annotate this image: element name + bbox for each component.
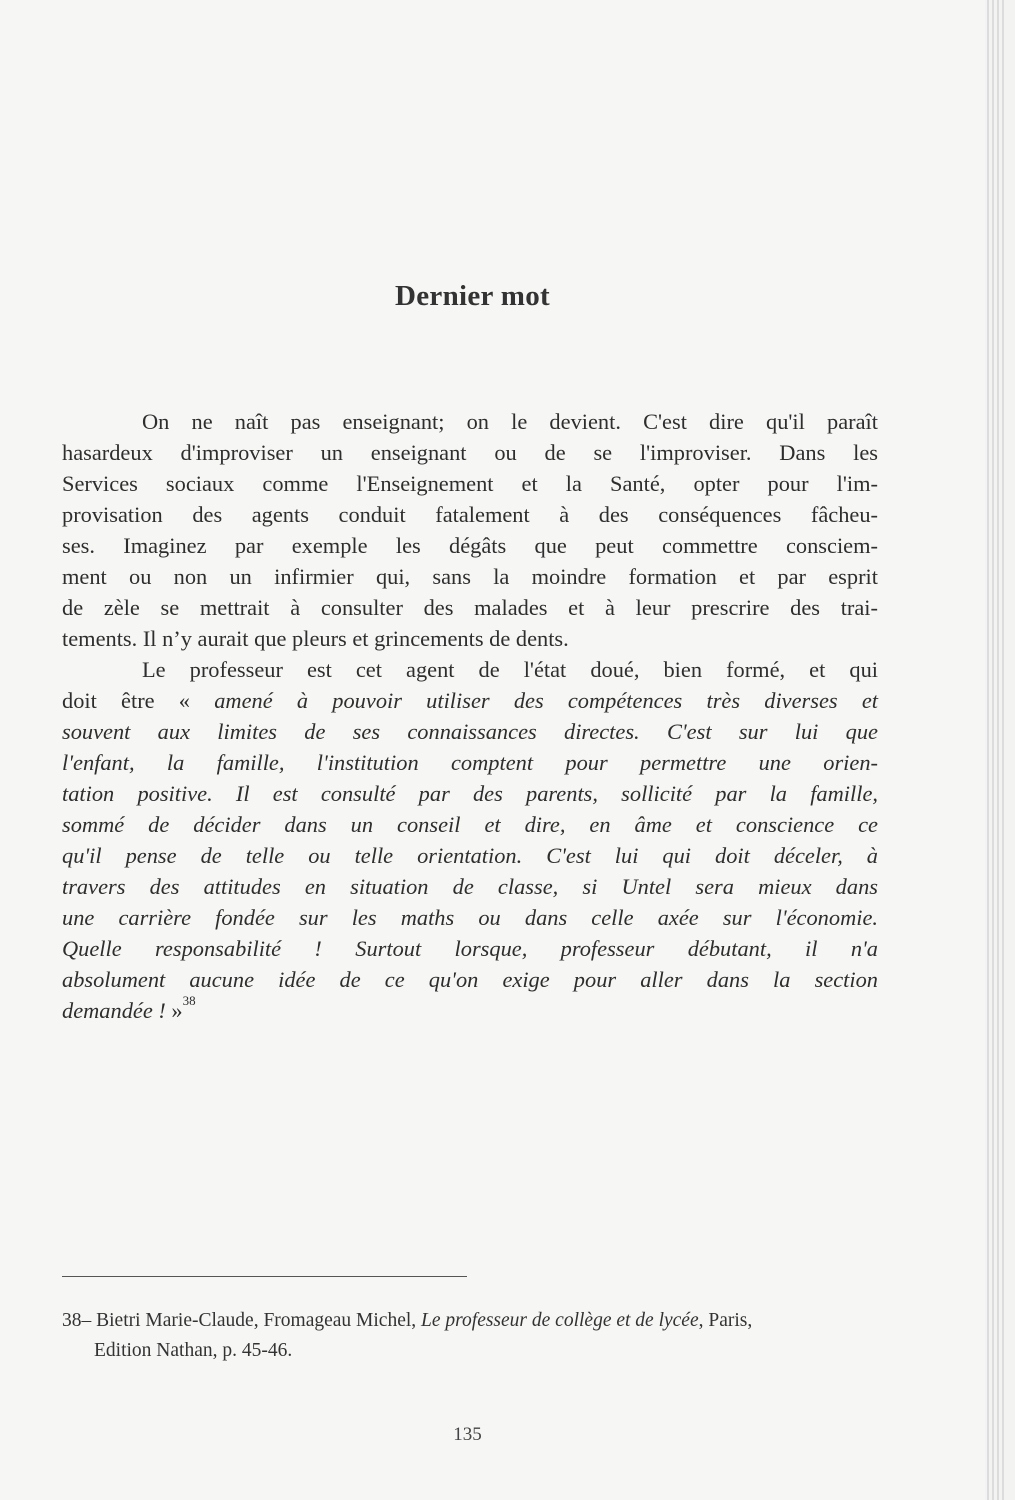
body-text: [62, 406, 878, 1026]
quote-text: demandée !: [62, 998, 172, 1023]
quote-line: l'enfant, la famille, l'institution comptent pour permettre une orien-: [62, 750, 878, 775]
closing-quote: »: [171, 998, 183, 1023]
text-line: [62, 685, 878, 716]
footnote: [62, 1306, 897, 1366]
quote-line: absolument aucune idée de ce qu'on exige pour aller dans la section: [62, 967, 878, 992]
text-line: provisation des agents conduit fatalement à des conséquences fâcheu-: [62, 502, 878, 527]
footnote-book-title: Le professeur de collège et de lycée: [421, 1310, 699, 1331]
page-edge: [992, 0, 994, 1500]
quote-line: une carrière fondée sur les maths ou dans celle axée sur l'économie.: [62, 905, 878, 930]
footnote-reference[interactable]: 38: [182, 993, 196, 1008]
page-number: 135: [453, 1424, 482, 1445]
page-edge: [1002, 0, 1004, 1500]
text-line: tements. Il n’y aurait que pleurs et grincements de dents.: [62, 626, 569, 651]
page-edge: [997, 0, 999, 1500]
quote-line: travers des attitudes en situation de classe, si Untel sera mieux dans: [62, 874, 878, 899]
text-line: ment ou non un infirmier qui, sans la moindre formation et par esprit: [62, 564, 878, 589]
text-line: On ne naît pas enseignant; on le devient. C'est dire qu'il paraît: [142, 409, 878, 434]
text-line: Services sociaux comme l'Enseignement et la Santé, opter pour l'im-: [62, 471, 878, 496]
text-line: [62, 995, 878, 1026]
text-line: de zèle se mettrait à consulter des malades et à leur prescrire des trai-: [62, 595, 878, 620]
quote-line: qu'il pense de telle ou telle orientation. C'est lui qui doit déceler, à: [62, 843, 878, 868]
text-line: Le professeur est cet agent de l'état doué, bien formé, et qui: [142, 657, 878, 682]
footnote-publisher: Edition Nathan, p. 45-46.: [94, 1340, 293, 1361]
footnote-authors: 38– Bietri Marie-Claude, Fromageau Michel,: [62, 1310, 422, 1331]
chapter-heading: Dernier mot: [395, 280, 550, 312]
text-line: ses. Imaginez par exemple les dégâts que peut commettre consciem-: [62, 533, 878, 558]
footnote-separator: [62, 1276, 467, 1277]
quote-line: Quelle responsabilité ! Surtout lorsque, professeur débutant, il n'a: [62, 936, 878, 961]
quote-line: tation positive. Il est consulté par des parents, sollicité par la famille,: [62, 781, 878, 806]
text-line: hasardeux d'improviser un enseignant ou de se l'improviser. Dans les: [62, 440, 878, 465]
text-roman: doit être «: [62, 688, 215, 713]
quote-line: souvent aux limites de ses connaissances directes. C'est sur lui que: [62, 719, 878, 744]
footnote-place: , Paris,: [698, 1310, 753, 1331]
quote-text: amené à pouvoir utiliser des compétences très diverses et: [214, 688, 879, 713]
quote-line: sommé de décider dans un conseil et dire, en âme et conscience ce: [62, 812, 878, 837]
page-edge: [987, 0, 989, 1500]
